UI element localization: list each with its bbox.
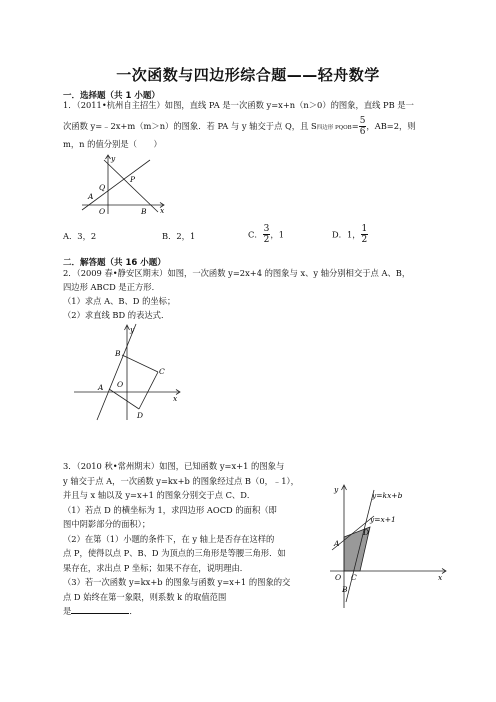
q3-line-8: 果存在，求出点 P 坐标；如果不存在，说明理由． bbox=[63, 562, 249, 573]
q3-label-o: O bbox=[335, 573, 342, 582]
q3-last-prefix: 是 bbox=[63, 606, 72, 616]
q1-line-pa bbox=[82, 160, 150, 210]
q2-figure bbox=[70, 322, 185, 422]
q1-line1: 1．（2011•杭州自主招生）如图，直线 PA 是一次函数 y=x+n（n＞0）的图象，直线 PB 是一 bbox=[63, 100, 414, 110]
q3-line-3: 并且与 x 轴以及 y=x+1 的图象分别交于点 C、D． bbox=[63, 490, 256, 500]
q1-option-d-prefix: D． bbox=[332, 229, 347, 240]
q1-option-b: B．2，1 bbox=[162, 231, 196, 241]
q2-label-y: y bbox=[130, 325, 135, 334]
q1-line-pb bbox=[104, 160, 158, 212]
q1-option-c bbox=[248, 224, 284, 245]
q2-line-ab bbox=[97, 324, 136, 420]
q3-line-5: 图中阴影部分的面积）； bbox=[63, 519, 151, 529]
q1-option-d-den: 2 bbox=[361, 235, 368, 245]
page-title: 一次函数与四边形综合题——轻舟数学 bbox=[116, 66, 380, 84]
q1-label-a: A bbox=[88, 192, 94, 201]
q3-last-suffix: ． bbox=[129, 606, 138, 616]
q3-line-10: 点 D 始终在第一象限，则系数 k 的取值范围 bbox=[63, 591, 227, 602]
q1-option-c-prefix: C． bbox=[248, 229, 263, 240]
q1-line2-sub: 四边形 PQOB bbox=[316, 125, 352, 131]
q1-label-q: Q bbox=[99, 183, 106, 192]
q3-label-x-plus-1: y=x+1 bbox=[370, 515, 396, 524]
q1-option-d-mid: 1， bbox=[346, 229, 361, 240]
section-heading-answer: 二．解答题（共 16 小题） bbox=[63, 258, 166, 268]
q1-option-d-fraction bbox=[361, 224, 369, 245]
q3-answer-blank[interactable] bbox=[71, 604, 129, 614]
q1-frac-num: 5 bbox=[359, 116, 366, 126]
q2-label-d: D bbox=[137, 411, 144, 420]
q3-label-c: C bbox=[351, 573, 357, 582]
q3-line-4: （1）若点 D 的横坐标为 1，求四边形 AOCD 的面积（即 bbox=[63, 504, 277, 515]
q1-line2b: ，AB=2，则 bbox=[366, 121, 416, 131]
q3-figure bbox=[326, 482, 450, 610]
q3-line-11 bbox=[63, 604, 331, 619]
q3-label-b: B bbox=[342, 585, 348, 594]
q2-line2: 四边形 ABCD 是正方形． bbox=[63, 282, 160, 292]
q2-edge-bc bbox=[122, 355, 158, 372]
q3-line-6: （2）在第（1）小题的条件下，在 y 轴上是否存在这样的 bbox=[63, 533, 275, 544]
q1-line2 bbox=[63, 116, 416, 137]
q1-frac-den: 6 bbox=[359, 127, 366, 137]
q1-label-x: x bbox=[160, 206, 165, 215]
q1-option-c-den: 2 bbox=[263, 235, 270, 245]
q2-label-a: A bbox=[98, 383, 104, 392]
q1-label-o: O bbox=[99, 207, 106, 216]
q3-label-x: x bbox=[438, 573, 443, 582]
q2-line4: （2）求直线 BD 的表达式． bbox=[63, 310, 170, 320]
q1-label-b: B bbox=[141, 207, 147, 216]
q3-label-kx-plus-b: y=kx+b bbox=[372, 491, 403, 500]
q1-line3: m，n 的值分别是（ ） bbox=[63, 139, 162, 149]
q3-label-y: y bbox=[334, 485, 339, 494]
q2-line1: 2．（2009 春•静安区期末）如图，一次函数 y=2x+4 的图象与 x、y 轴分别相交于点 A、B， bbox=[63, 268, 411, 278]
q3-line-7: 点 P，使得以点 P、B、D 为顶点的三角形是等腰三角形．如 bbox=[63, 548, 286, 558]
q2-label-o: O bbox=[117, 380, 124, 389]
q3-text bbox=[63, 459, 331, 619]
q1-line2a: 次函数 y=﹣2x+m（m＞n）的图象．若 PA 与 y 轴交于点 Q，且 S bbox=[63, 121, 317, 131]
q2-label-x: x bbox=[173, 394, 178, 403]
q1-option-d bbox=[332, 224, 368, 245]
q2-label-c: C bbox=[159, 367, 165, 376]
q1-line2-eq: = bbox=[351, 121, 359, 131]
q3-label-a: A bbox=[334, 539, 340, 548]
q1-option-a: A．3，2 bbox=[63, 231, 97, 241]
q2-label-b: B bbox=[115, 349, 121, 358]
q3-label-d: D bbox=[363, 528, 370, 537]
q1-label-y: y bbox=[111, 154, 116, 163]
q1-option-c-suffix: ，1 bbox=[270, 229, 284, 240]
q2-edge-cd bbox=[139, 372, 158, 409]
q1-option-c-num: 3 bbox=[263, 224, 270, 234]
q3-line-1: 3．（2010 秋•常州期末）如图，已知函数 y=x+1 的图象与 bbox=[63, 461, 285, 471]
q1-figure bbox=[80, 152, 170, 216]
section-heading-choice: 一．选择题（共 1 小题） bbox=[63, 91, 160, 101]
q3-line-2: y 轴交于点 A，一次函数 y=kx+b 的图象经过点 B（0，﹣1）， bbox=[63, 475, 299, 486]
q2-line3: （1）求点 A、B、D 的坐标； bbox=[63, 296, 176, 306]
q1-option-d-num: 1 bbox=[361, 224, 368, 234]
q3-line-9: （3）若一次函数 y=kx+b 的图象与函数 y=x+1 的图象的交 bbox=[63, 577, 291, 587]
q1-label-p: P bbox=[130, 175, 136, 184]
